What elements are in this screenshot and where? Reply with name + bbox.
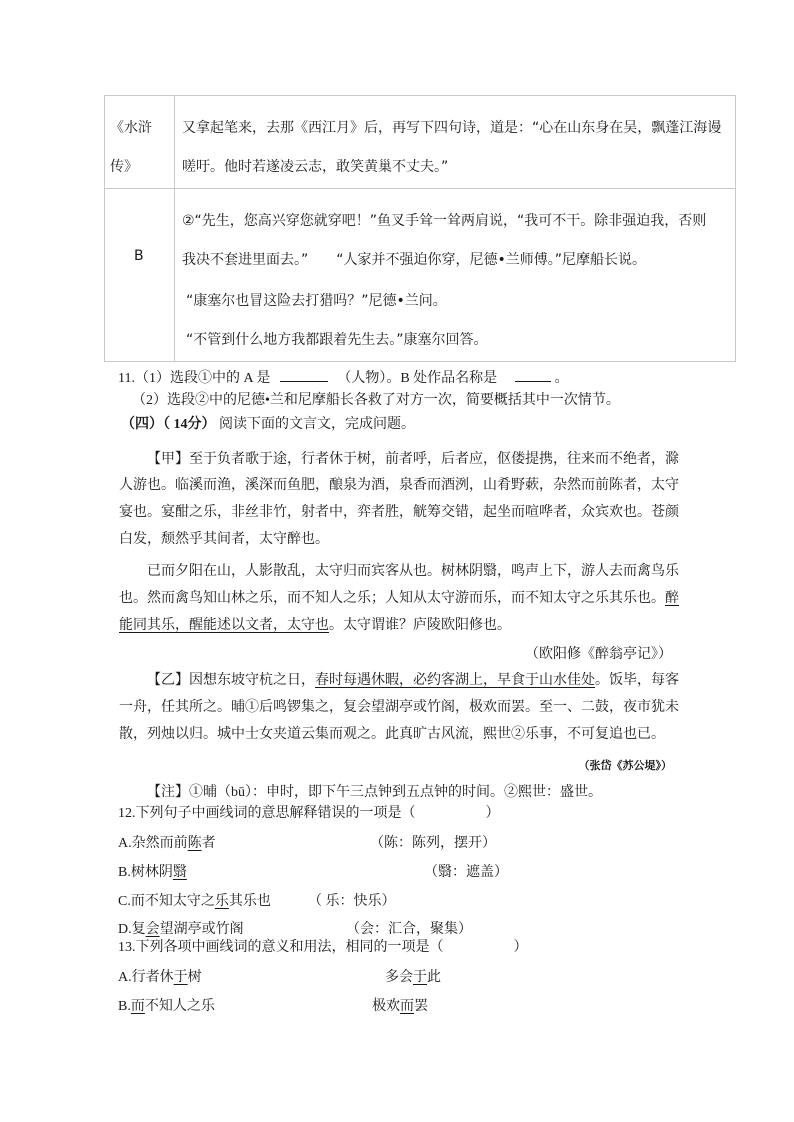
q11-blank-b[interactable]	[515, 367, 551, 382]
q12-a-text: A.杂然而前	[118, 836, 188, 851]
q13-b-right-underlined: 而	[400, 999, 414, 1014]
q12-d-gloss: （会：汇合，聚集）	[346, 922, 472, 937]
q12-b-underlined: 翳	[172, 865, 187, 880]
yi-line2: 一舟，任其所之。晡①后鸣锣集之，复会望湖亭或竹阁，极欢而罢。至一、二鼓，夜市犹未	[119, 700, 679, 715]
q12-a-underlined: 陈	[187, 836, 202, 851]
q13-option-a[interactable]	[118, 966, 202, 986]
q12-c-text: C.而不知太守之	[118, 894, 215, 909]
q11-part-a: 11.（1）选段①中的 A 是	[118, 371, 271, 386]
yi-line1-text-b: 。饭毕，每客	[595, 673, 679, 688]
q13-a-text-end: 树	[187, 970, 202, 985]
q13-b-text-end: 不知人之乐	[144, 999, 215, 1014]
jia-p2-line3-text: 。太守谓谁？庐陵欧阳修也。	[329, 618, 511, 633]
q12-option-b[interactable]	[118, 861, 187, 881]
jia-underlined-sentence-start: 醉	[665, 591, 679, 606]
q12-b-gloss: （翳：遮盖）	[424, 865, 508, 880]
q12-b-text: B.树林阴	[118, 865, 173, 880]
q11-part-c: 。	[554, 371, 569, 386]
q12-a-text-end: 者	[201, 836, 216, 851]
table-column-divider	[174, 95, 175, 362]
yi-line3: 散，列烛以归。城中士女夹道云集而观之。此真旷古风流，熙世②乐事，不可复追也已。	[119, 727, 665, 742]
q12-c-text-end: 其乐也	[228, 894, 271, 909]
q12-d-text-end: 望湖亭或竹阁	[159, 922, 244, 937]
q13-b-right-text: 极欢	[372, 999, 400, 1014]
jia-p1-line4: 白发，颓然乎其间者，太守醉也。	[119, 532, 329, 547]
q13-a-underlined: 于	[173, 970, 188, 985]
q13-a-right	[385, 966, 441, 986]
jia-p2-line1: 已而夕阳在山，人影散乱，太守归而宾客从也。树林阴翳，鸣声上下，游人去而禽鸟乐	[147, 564, 679, 579]
q12-c-underlined: 乐	[214, 894, 229, 909]
section4-heading	[121, 413, 415, 433]
yi-source: （张岱《苏公堤》）	[578, 759, 672, 772]
q12-option-c[interactable]	[118, 890, 271, 910]
q11-line2: （2）选段②中的尼德•兰和尼摩船长各救了对方一次，简要概括其中一次情节。	[132, 393, 620, 408]
jia-underlined-sentence: 能同其乐，醒能述以文者，太守也	[119, 618, 329, 633]
table-row-divider	[104, 188, 736, 189]
jia-p2-line3	[119, 614, 511, 634]
yi-underlined-sentence: 春时每遇休暇，必约客湖上，早食于山水佳处	[315, 673, 595, 688]
jia-p1-line2: 人游也。临溪而渔，溪深而鱼肥，酿泉为酒，泉香而酒洌，山肴野蔌，杂然而前陈者，太守	[119, 478, 679, 493]
q12-stem: 12.下列句子中画线词的意思解释错误的一项是（ ）	[118, 806, 500, 821]
row1-label-line1: 《水浒	[110, 120, 152, 136]
jia-source: （欧阳修《醉翁亭记》）	[525, 647, 672, 662]
section4-score: （四）（ 14分）	[121, 417, 216, 432]
jia-p1-line3: 宴也。宴酣之乐，非丝非竹，射者中，弈者胜，觥筹交错，起坐而喧哗者，众宾欢也。苍颜	[119, 505, 679, 520]
q13-option-b[interactable]	[118, 995, 215, 1015]
yi-note: 【注】①晡（bū）：申时，即下午三点钟到五点钟的时间。②熙世：盛世。	[147, 785, 602, 800]
q11-part-b: （人物）。B 处作品名称是	[337, 371, 498, 386]
jia-p1-line1: 【甲】至于负者歌于途，行者休于树，前者呼，后者应，伛偻提携，往来而不绝者，滁	[147, 452, 679, 467]
yi-line1	[147, 669, 679, 689]
q12-option-a[interactable]	[118, 832, 216, 852]
q11-line1	[118, 367, 569, 387]
row2-text-line2: 我决不套进里面去。” “人家并不强迫你穿，尼德•兰师傅。”尼摩船长说。	[182, 252, 647, 268]
row2-text-line3: “康塞尔也冒这险去打猎吗？”尼德•兰问。	[186, 293, 447, 309]
q12-option-d[interactable]	[118, 918, 244, 938]
q12-d-text: D.复	[118, 922, 146, 937]
q13-a-right-underlined: 于	[413, 970, 427, 985]
row2-text-line4: “不管到什么地方我都跟着先生去。”康塞尔回答。	[186, 332, 488, 348]
q13-stem: 13.下列各项中画线词的意义和用法，相同的一项是（ ）	[118, 940, 528, 955]
q13-a-text: A.行者休	[118, 970, 174, 985]
jia-p2-line2	[119, 587, 679, 607]
row2-text-line1: ②“先生，您高兴穿您就穿吧！”鱼叉手耸一耸两肩说，“我可不干。除非强迫我，否则	[182, 213, 707, 229]
q13-b-right-text-end: 罢	[414, 999, 428, 1014]
q12-d-underlined: 会	[145, 922, 160, 937]
q12-a-gloss: （陈：陈列，摆开）	[370, 836, 496, 851]
q12-c-gloss: （ 乐：快乐）	[308, 894, 396, 909]
q13-b-right	[372, 995, 428, 1015]
row1-text-line1: 又拿起笔来，去那《西江月》后，再写下四句诗，道是：“心在山东身在吴，飘蓬江海谩	[182, 120, 722, 136]
jia-p2-line2-text: 也。然而禽鸟知山林之乐，而不知人之乐；人知从太守游而乐，而不知太守之乐其乐也。	[119, 591, 665, 606]
row1-label-line2: 传》	[110, 159, 138, 175]
section4-instruction: 阅读下面的文言文，完成问题。	[215, 417, 415, 432]
row2-label: B	[134, 248, 144, 264]
yi-line1-text-a: 【乙】因想东坡守杭之日，	[147, 673, 315, 688]
q11-blank-a[interactable]	[280, 367, 328, 382]
q13-b-text: B.	[118, 999, 131, 1014]
q13-b-underlined: 而	[130, 999, 145, 1014]
row1-text-line2: 嗟吁。他时若遂凌云志，敢笑黄巢不丈夫。”	[182, 159, 449, 175]
q13-a-right-text: 多会	[385, 970, 413, 985]
q13-a-right-text-end: 此	[427, 970, 441, 985]
